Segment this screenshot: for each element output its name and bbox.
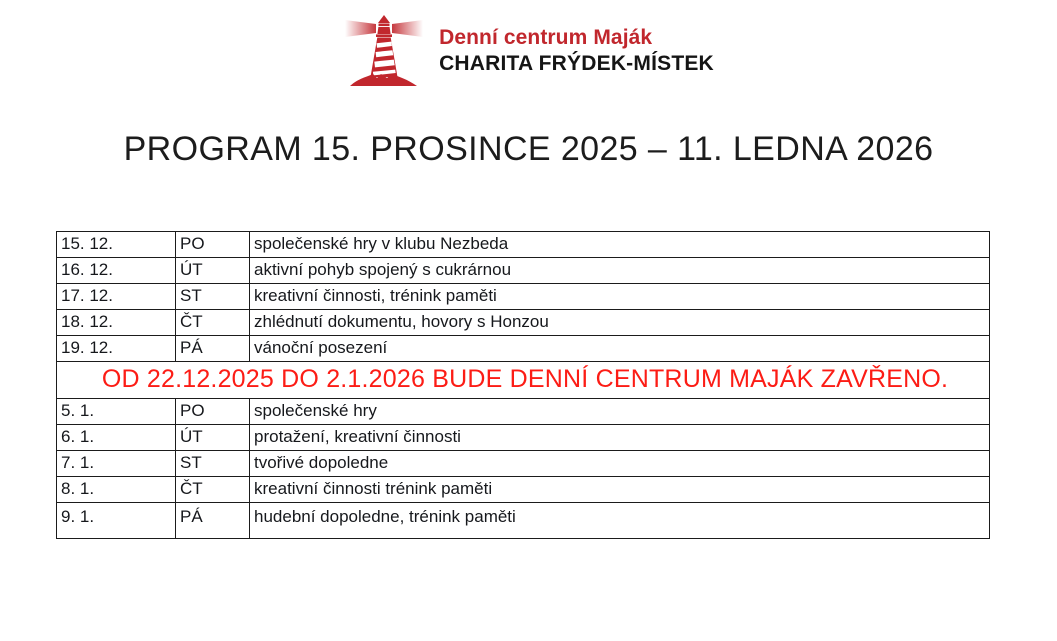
cell-activity: kreativní činnosti trénink paměti: [250, 477, 990, 503]
cell-date: 19. 12.: [57, 336, 176, 362]
table-row: [57, 232, 990, 258]
cell-date: 18. 12.: [57, 310, 176, 336]
cell-activity: tvořivé dopoledne: [250, 451, 990, 477]
cell-activity: společenské hry: [250, 399, 990, 425]
cell-day: ČT: [176, 477, 250, 503]
table-row: [57, 310, 990, 336]
cell-day: PO: [176, 232, 250, 258]
cell-date: 15. 12.: [57, 232, 176, 258]
cell-date: 7. 1.: [57, 451, 176, 477]
cell-day: ST: [176, 284, 250, 310]
cell-activity: hudební dopoledne, trénink paměti: [250, 503, 990, 539]
cell-date: 6. 1.: [57, 425, 176, 451]
cell-date: 5. 1.: [57, 399, 176, 425]
table-row: [57, 336, 990, 362]
cell-activity: zhlédnutí dokumentu, hovory s Honzou: [250, 310, 990, 336]
table-row: [57, 503, 990, 539]
cell-day: ÚT: [176, 425, 250, 451]
cell-day: ÚT: [176, 258, 250, 284]
cell-day: PÁ: [176, 336, 250, 362]
closure-notice-row: [57, 362, 990, 399]
cell-day: ČT: [176, 310, 250, 336]
table-row: [57, 451, 990, 477]
lighthouse-icon: [343, 14, 425, 88]
cell-activity: vánoční posezení: [250, 336, 990, 362]
cell-date: 8. 1.: [57, 477, 176, 503]
cell-date: 16. 12.: [57, 258, 176, 284]
closure-notice-text: OD 22.12.2025 DO 2.1.2026 BUDE DENNÍ CENTRUM MAJÁK ZAVŘENO.: [101, 365, 949, 393]
cell-day: PO: [176, 399, 250, 425]
cell-activity: kreativní činnosti, trénink paměti: [250, 284, 990, 310]
cell-activity: protažení, kreativní činnosti: [250, 425, 990, 451]
logo-organization-name: CHARITA FRÝDEK-MÍSTEK: [439, 52, 714, 75]
logo-header: [0, 0, 1057, 78]
page-title: PROGRAM 15. PROSINCE 2025 – 11. LEDNA 2026: [123, 130, 934, 168]
logo-primary-name: Denní centrum Maják: [439, 25, 653, 49]
table-row: [57, 258, 990, 284]
cell-day: ST: [176, 451, 250, 477]
cell-date: 9. 1.: [57, 503, 176, 539]
cell-date: 17. 12.: [57, 284, 176, 310]
table-row: [57, 425, 990, 451]
table-row: [57, 284, 990, 310]
table-row: [57, 399, 990, 425]
cell-activity: aktivní pohyb spojený s cukrárnou: [250, 258, 990, 284]
closure-notice-cell: [57, 362, 990, 399]
cell-activity: společenské hry v klubu Nezbeda: [250, 232, 990, 258]
schedule-table: [56, 231, 990, 539]
table-row: [57, 477, 990, 503]
logo-text-block: [439, 26, 714, 76]
cell-day: PÁ: [176, 503, 250, 539]
schedule-table-container: [56, 231, 989, 539]
